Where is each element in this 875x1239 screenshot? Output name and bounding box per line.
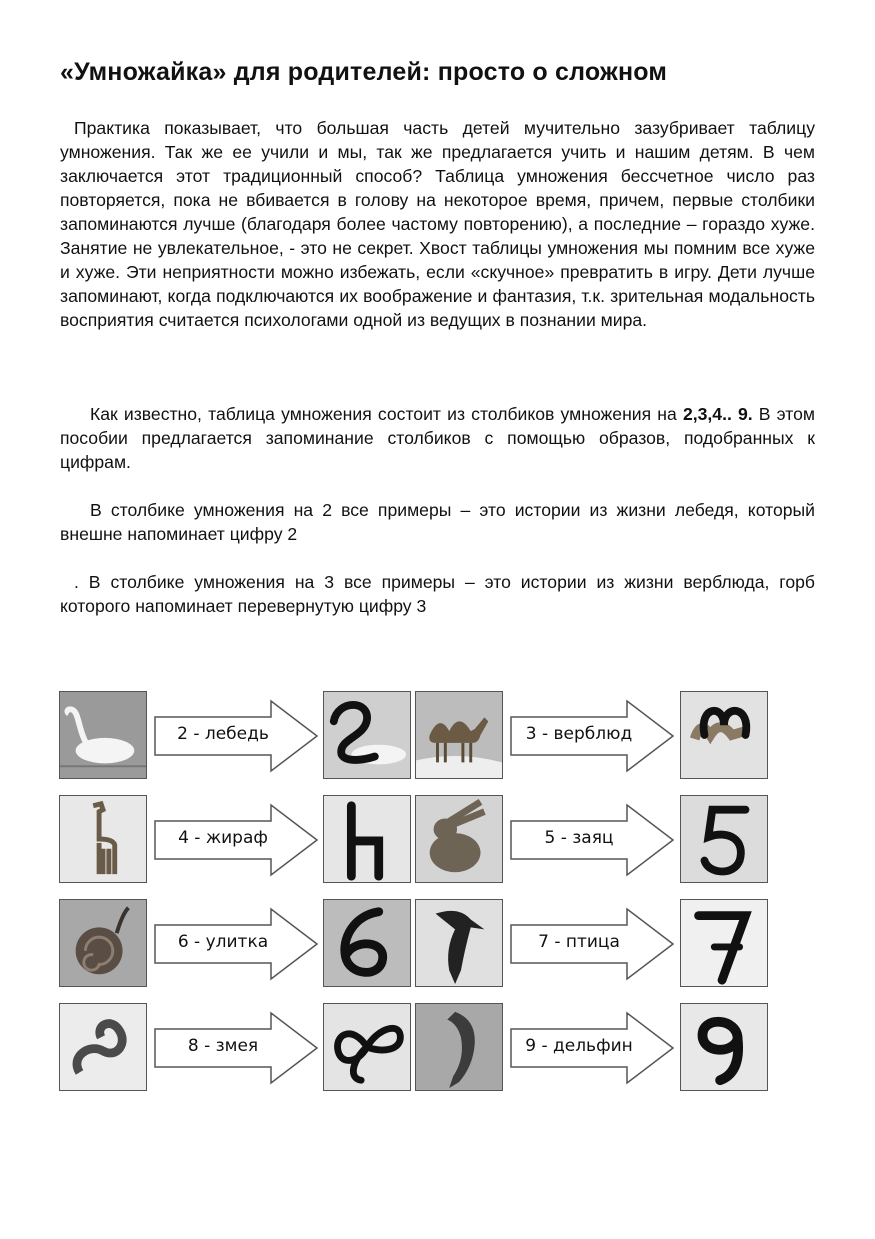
arrow-6 — [153, 907, 319, 981]
swan-icon — [60, 692, 146, 778]
bird-digit-photo — [680, 899, 768, 987]
digit-2-icon — [324, 692, 410, 778]
grid-row-1 — [59, 691, 771, 781]
camel-digit-photo — [680, 691, 768, 779]
label-8: 8 - змея — [187, 1036, 259, 1056]
giraffe-photo — [59, 795, 147, 883]
snail-photo — [59, 899, 147, 987]
arrow-4 — [153, 803, 319, 877]
snake-digit-photo — [323, 1003, 411, 1091]
digit-7-icon — [681, 900, 767, 986]
method-paragraph — [60, 402, 815, 474]
grid-row-2 — [59, 795, 771, 885]
hare-photo — [415, 795, 503, 883]
arrow-9 — [509, 1011, 675, 1085]
camel-photo — [415, 691, 503, 779]
arrow-7 — [509, 907, 675, 981]
snail-icon — [60, 900, 146, 986]
swan-paragraph: В столбике умножения на 2 все примеры – это истории из жизни лебедя, который внешне напоминает цифру 2 — [60, 500, 815, 544]
digit-8-icon — [324, 1004, 410, 1090]
arrow-5 — [509, 803, 675, 877]
label-6: 6 - улитка — [177, 932, 269, 952]
swan-photo — [59, 691, 147, 779]
number-animal-grid — [59, 691, 771, 1095]
dolphin-photo — [415, 1003, 503, 1091]
dolphin-digit-photo — [680, 1003, 768, 1091]
digit-5-icon — [681, 796, 767, 882]
snail-digit-photo — [323, 899, 411, 987]
label-2: 2 - лебедь — [177, 724, 269, 744]
digit-3-icon — [681, 692, 767, 778]
giraffe-icon — [60, 796, 146, 882]
label-7: 7 - птица — [538, 932, 620, 952]
grid-row-3 — [59, 899, 771, 989]
bird-photo — [415, 899, 503, 987]
method-text-start: Как известно, таблица умножения состоит из столбиков умножения на — [90, 404, 683, 424]
grid-row-4 — [59, 1003, 771, 1093]
method-text-end: В этом пособии предлагается запоминание столбиков с помощью образов, подобранных к цифрам. — [60, 404, 815, 472]
camel-paragraph: . В столбике умножения на 3 все примеры – это истории из жизни верблюда, горб которого напоминает перевернутую цифру 3 — [60, 572, 815, 616]
page-title: «Умножайка» для родителей: просто о сложном — [60, 58, 668, 86]
giraffe-digit-photo — [323, 795, 411, 883]
digit-9-icon — [681, 1004, 767, 1090]
arrow-2 — [153, 699, 319, 773]
label-9: 9 - дельфин — [525, 1036, 633, 1056]
arrow-8 — [153, 1011, 319, 1085]
column-range: 2,3,4.. 9. — [682, 404, 753, 424]
hare-icon — [416, 796, 502, 882]
hare-digit-photo — [680, 795, 768, 883]
digit-4-icon — [324, 796, 410, 882]
label-3: 3 - верблюд — [525, 724, 633, 744]
bird-icon — [416, 900, 502, 986]
label-5: 5 - заяц — [544, 828, 614, 848]
dolphin-icon — [416, 1004, 502, 1090]
camel-icon — [416, 692, 502, 778]
digit-6-icon — [324, 900, 410, 986]
label-4: 4 - жираф — [178, 828, 268, 848]
intro-paragraph: Практика показывает, что большая часть детей мучительно зазубривает таблицу умножения. Так же ее учили и мы, так же предлагается учить и нашим детям. В чем заключается этот традиционный способ? Таблица умножения бессчетное число раз повторяется, пока не вбивается в голову на некоторое время, причем, первые столбики запоминаются лучше (благодаря более частому повторению), а последние – гораздо хуже. Занятие не увлекательное, - это не секрет. Хвост таблицы умножения мы помним все хуже и хуже. Эти неприятности можно избежать, если «скучное» превратить в игру. Дети лучше запоминают, когда подключаются их воображение и фантазия, т.к. зрительная модальность восприятия считается психологами одной из ведущих в познании мира. — [60, 118, 815, 330]
swan-digit-photo — [323, 691, 411, 779]
snake-icon — [60, 1004, 146, 1090]
snake-photo — [59, 1003, 147, 1091]
arrow-3 — [509, 699, 675, 773]
